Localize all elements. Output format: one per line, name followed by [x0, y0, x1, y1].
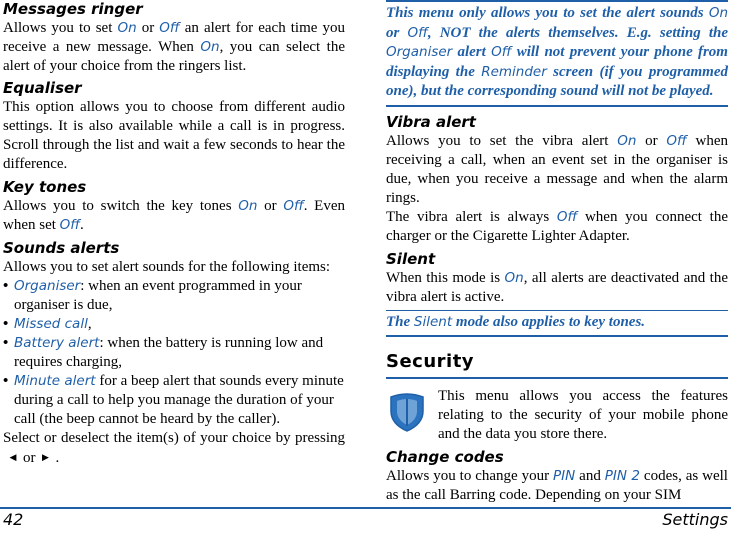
- alert-sounds-note-text: This menu only allows you to set the alert sounds On or Off, NOT the alerts themselves. E.g. setting the Organiser alert Off will not prevent your phone from displaying the Reminder screen (if you programmed one), but the corresponding sound will not be played.: [386, 5, 729, 99]
- left-column: [3, 0, 345, 468]
- page-number: 42: [3, 510, 24, 529]
- running-footer-section: Settings: [662, 510, 728, 529]
- right-column: [386, 0, 728, 505]
- list-item: • Missed call,: [3, 316, 92, 332]
- messages-ringer-text: Allows you to set On or Off an alert for each time you receive a new message. When On, you can select the alert of your choice from the ringers list.: [3, 20, 345, 74]
- silent-heading: Silent: [386, 249, 436, 268]
- shield-icon: [386, 391, 428, 433]
- silent-note: [386, 310, 728, 338]
- security-section-title: Security: [386, 347, 728, 379]
- select-instruction: Select or deselect the item(s) of your choice by pressing ◀ or ▶ .: [3, 430, 345, 466]
- alert-sounds-note: [386, 0, 728, 107]
- equaliser-heading: Equaliser: [3, 79, 82, 97]
- vibra-alert-charger-text: The vibra alert is always Off when you connect the charger or the Cigarette Lighter Adapter.: [386, 208, 728, 244]
- change-codes-heading: Change codes: [386, 448, 504, 466]
- sounds-alerts-heading: Sounds alerts: [3, 239, 120, 257]
- silent-note-text: The Silent mode also applies to key tones.: [386, 313, 646, 330]
- vibra-alert-heading: Vibra alert: [386, 112, 476, 131]
- messages-ringer-heading: Messages ringer: [3, 0, 143, 18]
- key-tones-text: Allows you to switch the key tones On or Off. Even when set Off.: [3, 198, 345, 233]
- right-arrow-icon: ▶: [42, 452, 49, 462]
- silent-text: When this mode is On, all alerts are deactivated and the vibra alert is active.: [386, 269, 729, 305]
- key-tones-heading: Key tones: [3, 178, 87, 196]
- equaliser-text: This option allows you to choose from different audio settings. It is also available while a call is in progress. Scroll through the list and wait a few seconds to hear the difference.: [3, 99, 345, 172]
- sounds-alerts-list: [3, 277, 345, 429]
- list-item: • Organiser: when an event programmed in your organiser is due,: [3, 278, 302, 313]
- security-intro: [386, 387, 728, 444]
- vibra-alert-text: Allows you to set the vibra alert On or Off when receiving a call, when an event set in the organiser is due, when you receive a message and when the alarm rings.: [386, 132, 728, 206]
- security-intro-text: This menu allows you access the features relating to the security of your mobile phone and the data you store there.: [438, 388, 728, 442]
- left-arrow-icon: ◀: [9, 452, 17, 462]
- list-item: • Minute alert for a beep alert that sounds every minute during a call to help you manage the duration of your call (the beep cannot be heard by the caller).: [3, 373, 344, 427]
- change-codes-text: Allows you to change your PIN and PIN 2 codes, as well as the call Barring code. Depending on your SIM: [386, 468, 728, 503]
- list-item: • Battery alert: when the battery is running low and requires charging,: [3, 335, 324, 370]
- sounds-alerts-intro: Allows you to set alert sounds for the following items:: [3, 259, 331, 275]
- footer-divider: [0, 507, 731, 509]
